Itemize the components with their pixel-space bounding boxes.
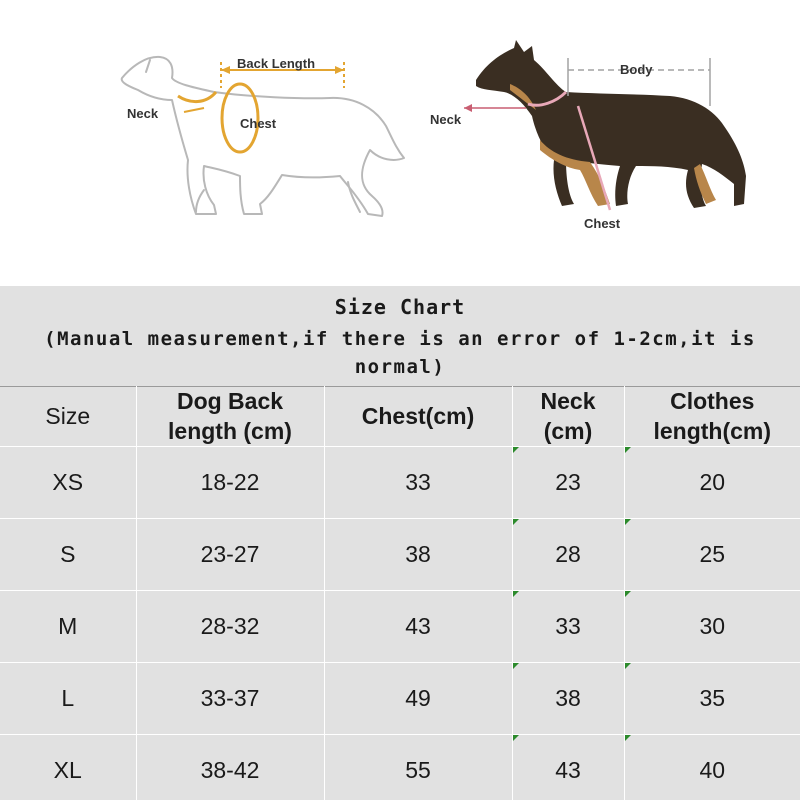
left-neck-label: Neck bbox=[127, 106, 159, 121]
cell-size: S bbox=[0, 519, 136, 591]
cell-clothes-length bbox=[624, 591, 800, 663]
cell-neck-value: 23 bbox=[555, 469, 581, 495]
german-shepherd-illustration bbox=[476, 40, 746, 208]
cell-corner-marker bbox=[625, 519, 631, 525]
cell-neck bbox=[512, 735, 624, 807]
body-label: Body bbox=[620, 62, 653, 77]
header-neck-text: Neck (cm) bbox=[540, 388, 596, 444]
cell-clothes-length-value: 20 bbox=[699, 469, 726, 495]
dog-outline-illustration bbox=[122, 57, 404, 216]
cell-neck bbox=[512, 663, 624, 735]
cell-clothes-length bbox=[624, 447, 800, 519]
cell-neck bbox=[512, 447, 624, 519]
cell-back-length: 38-42 bbox=[136, 735, 324, 807]
header-back-length bbox=[136, 386, 324, 447]
cell-chest: 33 bbox=[324, 447, 512, 519]
cell-corner-marker bbox=[513, 735, 519, 741]
cell-neck-value: 38 bbox=[555, 685, 581, 711]
cell-size: M bbox=[0, 591, 136, 663]
cell-corner-marker bbox=[625, 735, 631, 741]
cell-chest: 49 bbox=[324, 663, 512, 735]
cell-neck-value: 33 bbox=[555, 613, 581, 639]
cell-neck bbox=[512, 591, 624, 663]
left-chest-label: Chest bbox=[240, 116, 277, 131]
cell-back-length: 23-27 bbox=[136, 519, 324, 591]
header-neck bbox=[512, 386, 624, 447]
cell-clothes-length bbox=[624, 735, 800, 807]
size-chart-header bbox=[0, 286, 800, 387]
cell-corner-marker bbox=[513, 519, 519, 525]
back-length-label: Back Length bbox=[237, 56, 316, 71]
cell-corner-marker bbox=[625, 591, 631, 597]
cell-corner-marker bbox=[513, 663, 519, 669]
cell-size: L bbox=[0, 663, 136, 735]
header-back-length-text: Dog Back length (cm) bbox=[168, 388, 292, 444]
cell-clothes-length-value: 35 bbox=[699, 685, 726, 711]
size-chart bbox=[0, 286, 800, 800]
header-clothes-length-text: Clothes length(cm) bbox=[653, 388, 772, 444]
measurement-diagrams bbox=[0, 0, 800, 286]
cell-back-length: 28-32 bbox=[136, 591, 324, 663]
cell-neck bbox=[512, 519, 624, 591]
cell-clothes-length-value: 30 bbox=[699, 613, 726, 639]
cell-chest: 38 bbox=[324, 519, 512, 591]
size-chart-title: Size Chart bbox=[334, 295, 466, 319]
cell-neck-value: 43 bbox=[555, 757, 581, 783]
cell-clothes-length-value: 25 bbox=[699, 541, 726, 567]
size-chart-note: (Manual measurement,if there is an error of 1-2cm,it is normal) bbox=[44, 328, 756, 378]
header-clothes-length bbox=[624, 386, 800, 447]
table-row bbox=[0, 591, 800, 663]
table-row bbox=[0, 519, 800, 591]
cell-clothes-length bbox=[624, 519, 800, 591]
table-row bbox=[0, 735, 800, 807]
header-size: Size bbox=[0, 386, 136, 447]
right-chest-label: Chest bbox=[584, 216, 621, 231]
table-header-row bbox=[0, 386, 800, 447]
cell-chest: 43 bbox=[324, 591, 512, 663]
cell-neck-value: 28 bbox=[555, 541, 581, 567]
cell-size: XL bbox=[0, 735, 136, 807]
cell-back-length: 33-37 bbox=[136, 663, 324, 735]
cell-corner-marker bbox=[625, 447, 631, 453]
cell-back-length: 18-22 bbox=[136, 447, 324, 519]
cell-corner-marker bbox=[513, 591, 519, 597]
cell-clothes-length-value: 40 bbox=[699, 757, 726, 783]
table-row bbox=[0, 447, 800, 519]
right-neck-label: Neck bbox=[430, 112, 462, 127]
size-table bbox=[0, 386, 800, 807]
cell-size: XS bbox=[0, 447, 136, 519]
neck-loop bbox=[178, 92, 216, 102]
diagram-canvas bbox=[0, 0, 800, 286]
cell-clothes-length bbox=[624, 663, 800, 735]
cell-chest: 55 bbox=[324, 735, 512, 807]
cell-corner-marker bbox=[513, 447, 519, 453]
table-row bbox=[0, 663, 800, 735]
cell-corner-marker bbox=[625, 663, 631, 669]
header-chest: Chest(cm) bbox=[324, 386, 512, 447]
